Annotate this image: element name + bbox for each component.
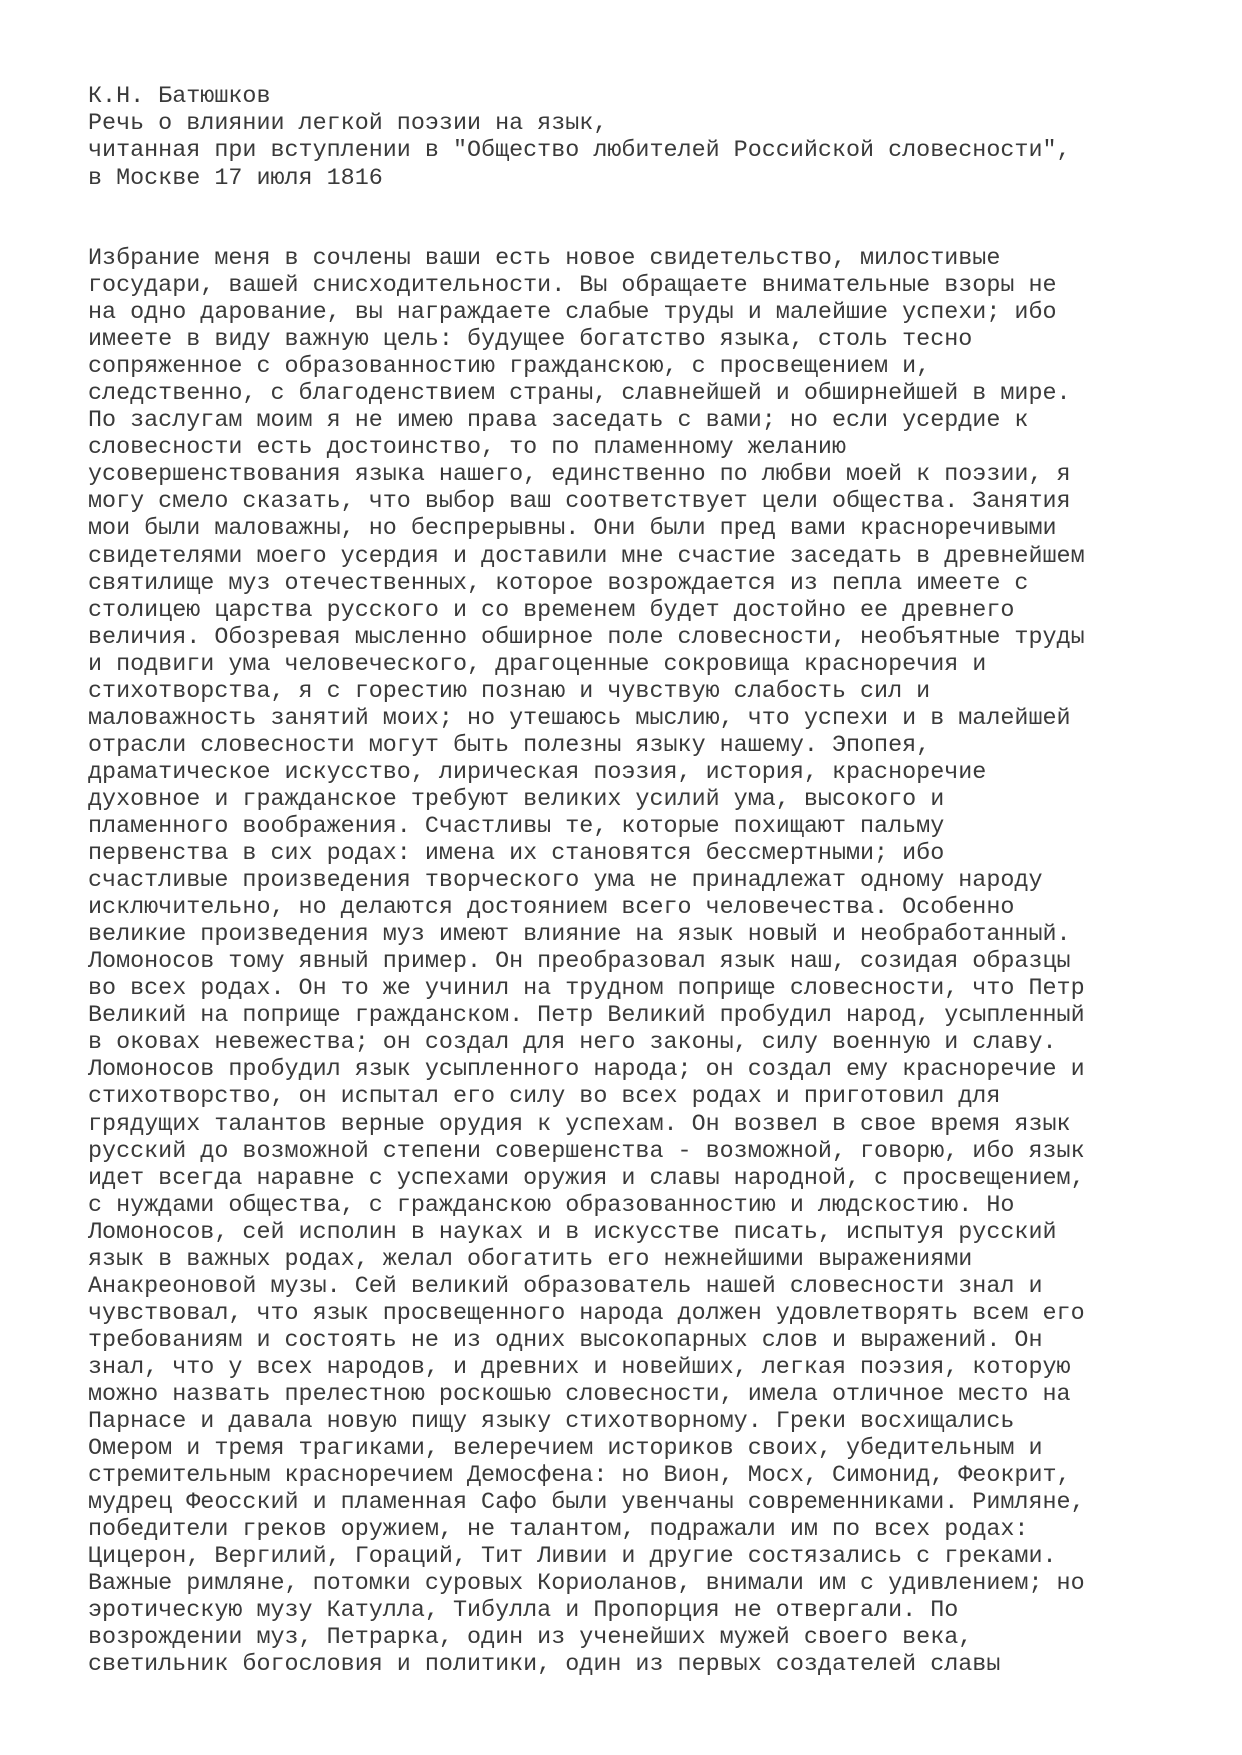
body-text-line: стихотворство, он испытал его силу во всех родах и приготовил для [88, 1084, 1001, 1111]
body-text-line: пламенного воображения. Счастливы те, которые похищают пальму [88, 813, 945, 840]
speech-subtitle: читанная при вступлении в "Общество любителей Российской словесности", [88, 138, 1071, 165]
body-text-line: чувствовал, что язык просвещенного народа должен удовлетворять всем его [88, 1300, 1085, 1327]
body-text-line: можно назвать прелестною роскошью словесности, имела отличное место на [88, 1381, 1071, 1408]
body-text-line: и подвиги ума человеческого, драгоценные сокровища красноречия и [88, 651, 987, 678]
body-text-line: с нуждами общества, с гражданскою образованностию и людскостию. Но [88, 1192, 1015, 1219]
body-text-line: Парнасе и давала новую пищу языку стихотворному. Греки восхищались [88, 1409, 1015, 1436]
body-text-line: мои были маловажны, но беспрерывны. Они были пред вами красноречивыми [88, 516, 1057, 543]
body-text-line: мудрец Феосский и пламенная Сафо были увенчаны современниками. Римляне, [88, 1490, 1085, 1517]
body-text-line: Ломоносов тому явный пример. Он преобразовал язык наш, созидая образцы [88, 949, 1071, 976]
body-text-line: первенства в сих родах: имена их становятся бессмертными; ибо [88, 841, 945, 868]
body-text-line: свидетелями моего усердия и доставили мне счастие заседать в древнейшем [88, 543, 1085, 570]
body-text-line: Ломоносов пробудил язык усыпленного народа; он создал ему красноречие и [88, 1057, 1085, 1084]
body-text-line: государи, вашей снисходительности. Вы обращаете внимательные взоры не [88, 273, 1057, 300]
body-text-line: сопряженное с образованностию гражданскою, с просвещением и, [88, 354, 931, 381]
body-text-line: величия. Обозревая мысленно обширное поле словесности, необъятные труды [88, 624, 1085, 651]
body-text-line: стихотворства, я с горестию познаю и чувствую слабость сил и [88, 678, 931, 705]
body-text-line: Избрание меня в сочлены ваши есть новое свидетельство, милостивые [88, 246, 1001, 272]
body-text-line: духовное и гражданское требуют великих усилий ума, высокого и [88, 786, 945, 813]
document-header [88, 84, 1071, 193]
body-text-line: язык в важных родах, желал обогатить его нежнейшими выражениями [88, 1246, 973, 1273]
body-text-line: победители греков оружием, не талантом, подражали им по всех родах: [88, 1517, 1029, 1544]
body-text-line: русский до возможной степени совершенства - возможной, говорю, ибо язык [88, 1138, 1085, 1165]
body-text-line: усовершенствования языка нашего, единственно по любви моей к поэзии, я [88, 462, 1071, 489]
body-text-line: Цицерон, Вергилий, Гораций, Тит Ливии и другие состязались с греками. [88, 1544, 1057, 1571]
body-text-line: в оковах невежества; он создал для него законы, силу военную и славу. [88, 1030, 1057, 1057]
body-text-line: на одно дарование, вы награждаете слабые труды и малейшие успехи; ибо [88, 300, 1057, 327]
body-text-line: возрождении муз, Петрарка, один из ученейших мужей своего века, [88, 1625, 973, 1652]
body-text-line: отрасли словесности могут быть полезны языку нашему. Эпопея, [88, 732, 931, 759]
body-text-line: счастливые произведения творческого ума не принадлежат одному народу [88, 868, 1043, 895]
body-text-line: маловажность занятий моих; но утешаюсь мыслию, что успехи и в малейшей [88, 705, 1071, 732]
body-text-line: имеете в виду важную цель: будущее богатство языка, столь тесно [88, 327, 973, 354]
body-text-line: следственно, с благоденствием страны, славнейшей и обширнейшей в мире. [88, 381, 1071, 408]
body-text-line: светильник богословия и политики, один из первых создателей славы [88, 1652, 1001, 1679]
body-text-line: По заслугам моим я не имею права заседать с вами; но если усердие к [88, 408, 1029, 435]
body-text-line: грядущих талантов верные орудия к успехам. Он возвел в свое время язык [88, 1111, 1071, 1138]
body-text-line: эротическую музу Катулла, Тибулла и Пропорция не отвергали. По [88, 1598, 959, 1625]
body-text-line: Важные римляне, потомки суровых Кориоланов, внимали им с удивлением; но [88, 1571, 1085, 1598]
body-text-line: требованиям и состоять не из одних высокопарных слов и выражений. Он [88, 1327, 1043, 1354]
body-text-line: Анакреоновой музы. Сей великий образователь нашей словесности знал и [88, 1273, 1043, 1300]
body-text-line: могу смело сказать, что выбор ваш соответствует цели общества. Занятия [88, 489, 1071, 516]
speech-title: Речь о влиянии легкой поэзии на язык, [88, 111, 608, 138]
body-text-line: Великий на поприще гражданском. Петр Великий пробудил народ, усыпленный [88, 1003, 1085, 1030]
body-text-line: столицею царства русского и со временем будет достойно ее древнего [88, 597, 1015, 624]
body-text-line: стремительным красноречием Демосфена: но Вион, Мосх, Симонид, Феокрит, [88, 1463, 1071, 1490]
author-name: К.Н. Батюшков [88, 84, 271, 110]
document-body [88, 246, 1085, 1679]
body-text-line: словесности есть достоинство, то по пламенному желанию [88, 435, 846, 462]
body-text-line: драматическое искусство, лирическая поэзия, история, красноречие [88, 759, 987, 786]
body-text-line: идет всегда наравне с успехами оружия и славы народной, с просвещением, [88, 1165, 1085, 1192]
body-text-line: Ломоносов, сей исполин в науках и в искусстве писать, испытуя русский [88, 1219, 1057, 1246]
body-text-line: во всех родах. Он то же учинил на трудном поприще словесности, что Петр [88, 976, 1085, 1003]
speech-date-place: в Москве 17 июля 1816 [88, 165, 383, 192]
body-text-line: великие произведения муз имеют влияние на язык новый и необработанный. [88, 922, 1071, 949]
body-text-line: Омером и тремя трагиками, велеречием историков своих, убедительным и [88, 1436, 1043, 1463]
body-text-line: святилище муз отечественных, которое возрождается из пепла имеете с [88, 570, 1029, 597]
body-text-line: исключительно, но делаются достоянием всего человечества. Особенно [88, 895, 1015, 922]
body-text-line: знал, что у всех народов, и древних и новейших, легкая поэзия, которую [88, 1354, 1071, 1381]
